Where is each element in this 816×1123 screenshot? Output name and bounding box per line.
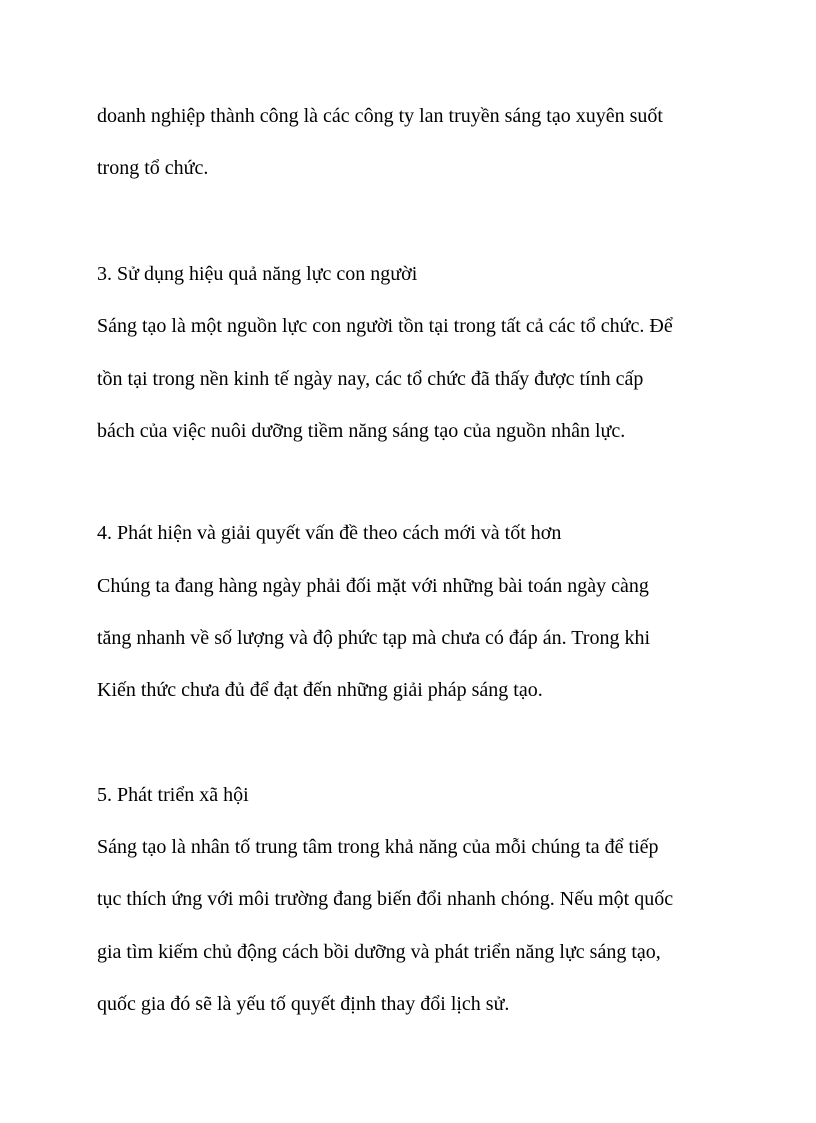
section-4-line-1: Chúng ta đang hàng ngày phải đối mặt với những bài toán ngày càng bbox=[97, 575, 649, 597]
section-3-heading: 3. Sử dụng hiệu quả năng lực con người bbox=[97, 263, 418, 285]
section-5-line-2: tục thích ứng với môi trường đang biến đổi nhanh chóng. Nếu một quốc bbox=[97, 888, 674, 910]
section-3-line-3: bách của việc nuôi dưỡng tiềm năng sáng tạo của nguồn nhân lực. bbox=[97, 420, 626, 442]
section-5-line-3: gia tìm kiếm chủ động cách bồi dưỡng và phát triển năng lực sáng tạo, bbox=[97, 941, 661, 963]
section-5-line-4: quốc gia đó sẽ là yếu tố quyết định thay đổi lịch sử. bbox=[97, 993, 510, 1015]
section-5-heading: 5. Phát triển xã hội bbox=[97, 784, 249, 806]
intro-line-1: doanh nghiệp thành công là các công ty lan truyền sáng tạo xuyên suốt bbox=[97, 105, 663, 127]
section-3-line-2: tồn tại trong nền kinh tế ngày nay, các tổ chức đã thấy được tính cấp bbox=[97, 368, 644, 390]
section-5-line-1: Sáng tạo là nhân tố trung tâm trong khả năng của mỗi chúng ta để tiếp bbox=[97, 836, 659, 858]
section-4-heading: 4. Phát hiện và giải quyết vấn đề theo cách mới và tốt hơn bbox=[97, 522, 562, 544]
section-4-line-3: Kiến thức chưa đủ để đạt đến những giải pháp sáng tạo. bbox=[97, 679, 543, 701]
section-4-line-2: tăng nhanh về số lượng và độ phức tạp mà chưa có đáp án. Trong khi bbox=[97, 627, 650, 649]
section-3-line-1: Sáng tạo là một nguồn lực con người tồn tại trong tất cả các tổ chức. Để bbox=[97, 315, 673, 337]
intro-line-2: trong tổ chức. bbox=[97, 157, 209, 179]
